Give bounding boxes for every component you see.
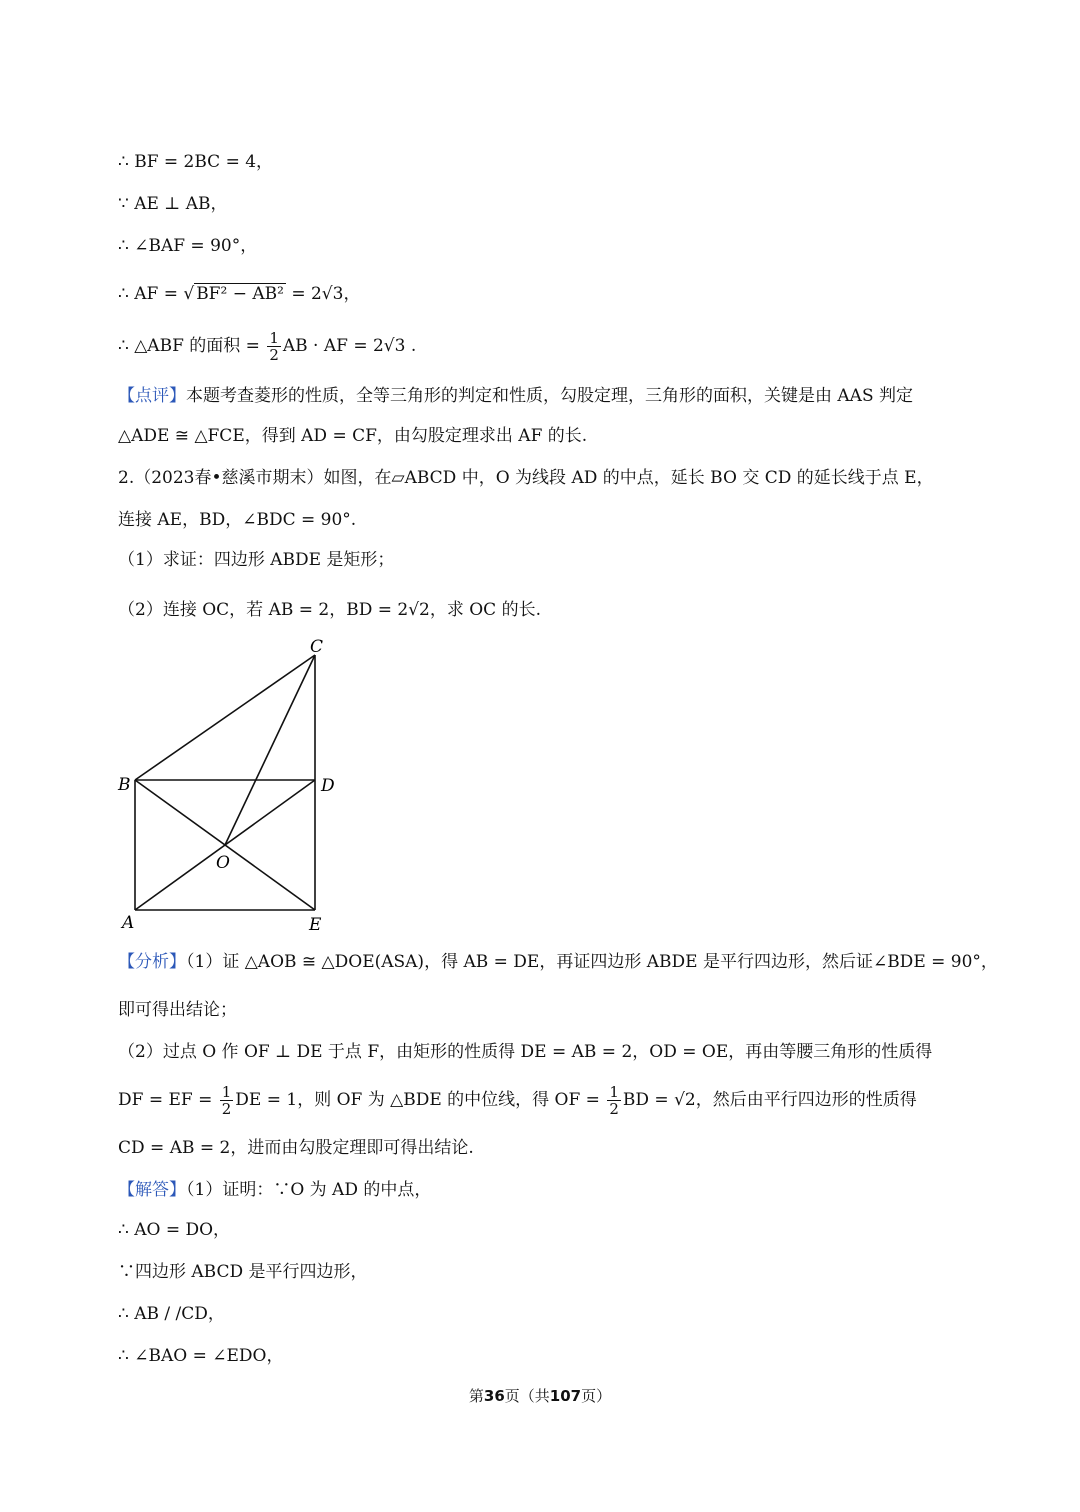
analysis-4c: BD = √2，然后由平行四边形的性质得 <box>622 1090 917 1110</box>
answer-line-1 <box>118 1178 431 1202</box>
question-2-line-1: 2.（2023春•慈溪市期末）如图，在▱ABCD 中，O 为线段 AD 的中点，延长 BO 交 CD 的延长线于点 E， <box>118 468 934 488</box>
fraction-den: 2 <box>221 1100 232 1118</box>
area-prefix: ∴ △ABF 的面积 = <box>118 336 266 356</box>
analysis-line-4 <box>118 1084 917 1117</box>
analysis-text-1: （1）证 △AOB ≅ △DOE(ASA)，得 AB = DE，再证四边形 ABDE 是平行四边形，然后证∠BDE = 90°， <box>186 952 998 972</box>
analysis-4b: DE = 1，则 OF 为 △BDE 的中位线，得 OF = <box>235 1090 606 1110</box>
analysis-fraction-2 <box>607 1084 621 1117</box>
analysis-fraction-1 <box>220 1084 234 1117</box>
fraction-den: 2 <box>269 346 279 364</box>
question-2-line-2: 连接 AE，BD，∠BDC = 90°. <box>118 510 357 530</box>
fraction-num: 1 <box>269 329 279 347</box>
area-result: AB · AF = 2√3 . <box>282 336 417 356</box>
footer-page: 36 <box>483 1387 505 1405</box>
af-result: = 2√3， <box>285 284 361 304</box>
answer-line-4: ∴ AB / /CD， <box>118 1304 225 1324</box>
line-area <box>118 330 416 363</box>
footer-total: 107 <box>549 1387 582 1405</box>
footer-mid: 页（共 <box>504 1387 550 1405</box>
sqrt-radical: √ <box>183 284 195 304</box>
question-2-part-1: （1）求证：四边形 ABDE 是矩形； <box>118 550 395 570</box>
page-footer <box>0 1385 1080 1406</box>
label-e: E <box>309 915 322 935</box>
analysis-tag: 【分析】 <box>118 952 186 972</box>
line-af <box>118 282 360 306</box>
analysis-line-2: 即可得出结论； <box>118 1000 237 1020</box>
line-ae-perp: ∵ AE ⊥ AB， <box>118 194 228 214</box>
answer-line-2: ∴ AO = DO， <box>118 1220 231 1240</box>
sqrt-content: BF² − AB² <box>196 284 284 304</box>
answer-tag: 【解答】 <box>118 1180 186 1200</box>
review-line-2: △ADE ≅ △FCE，得到 AD = CF，由勾股定理求出 AF 的长. <box>118 426 588 446</box>
label-o: O <box>216 853 230 873</box>
review-tag: 【点评】 <box>118 386 186 406</box>
af-prefix: ∴ AF = <box>118 284 184 304</box>
line-angle-baf: ∴ ∠BAF = 90°， <box>118 236 258 256</box>
answer-line-3: ∵四边形 ABCD 是平行四边形， <box>118 1262 368 1282</box>
footer-prefix: 第 <box>468 1387 484 1405</box>
analysis-line-5: CD = AB = 2，进而由勾股定理即可得出结论. <box>118 1138 474 1158</box>
review-text-1: 本题考查菱形的性质，全等三角形的判定和性质，勾股定理，三角形的面积，关键是由 AAS 判定 <box>186 386 914 406</box>
line-bf: ∴ BF = 2BC = 4， <box>118 152 274 172</box>
answer-line-5: ∴ ∠BAO = ∠EDO， <box>118 1346 284 1366</box>
fraction-half <box>267 330 281 363</box>
geometry-figure <box>110 630 350 940</box>
review-line-1 <box>118 384 913 408</box>
question-2-part-2: （2）连接 OC，若 AB = 2，BD = 2√2，求 OC 的长. <box>118 600 541 620</box>
label-d: D <box>321 776 335 796</box>
fraction-num: 1 <box>609 1083 619 1101</box>
analysis-line-1 <box>118 950 998 974</box>
analysis-line-3: （2）过点 O 作 OF ⊥ DE 于点 F，由矩形的性质得 DE = AB = 2，OD = OE，再由等腰三角形的性质得 <box>118 1042 933 1062</box>
footer-suffix: 页） <box>581 1387 612 1405</box>
segment-oc <box>225 655 315 845</box>
answer-text-1: （1）证明：∵O 为 AD 的中点， <box>186 1180 432 1200</box>
label-b: B <box>118 775 131 795</box>
fraction-den: 2 <box>609 1100 619 1118</box>
label-c: C <box>310 637 324 657</box>
fraction-num: 1 <box>221 1083 232 1101</box>
segment-bc <box>135 655 315 780</box>
analysis-4a: DF = EF = <box>118 1090 218 1110</box>
label-a: A <box>122 913 135 933</box>
